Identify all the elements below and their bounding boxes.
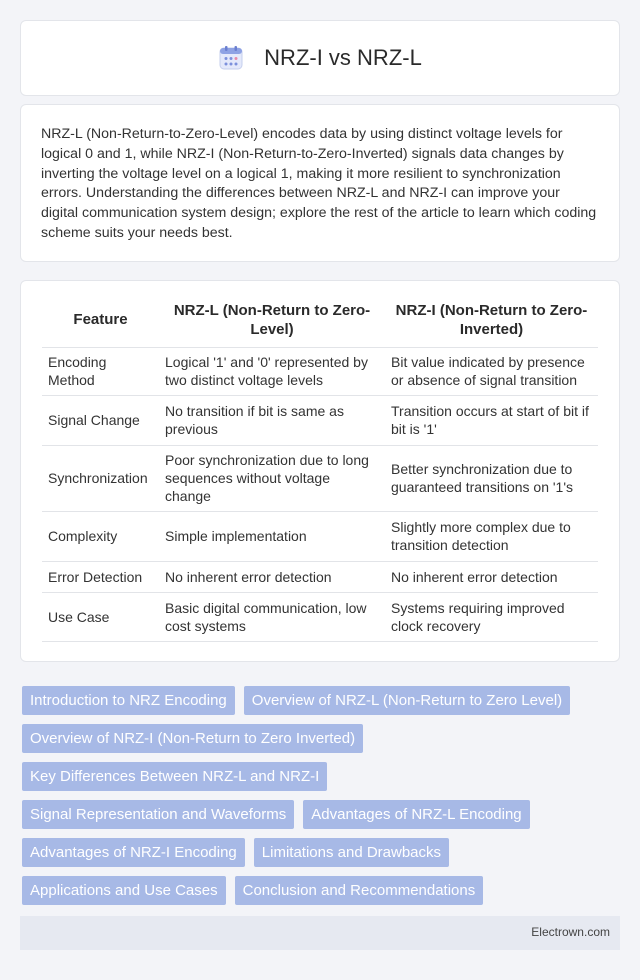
row-feature: Signal Change [42,395,159,445]
row-nrz-i: Bit value indicated by presence or absence of signal transition [385,347,598,395]
row-feature: Use Case [42,592,159,641]
row-feature: Complexity [42,511,159,561]
header-nrz-l: NRZ-L (Non-Return to Zero-Level) [159,299,385,347]
tag-advantages-nrz-l[interactable]: Advantages of NRZ-L Encoding [303,800,529,829]
tag-limitations[interactable]: Limitations and Drawbacks [254,838,449,867]
table-row [42,395,598,445]
table-row [42,347,598,395]
row-nrz-i: Transition occurs at start of bit if bit is '1' [385,395,598,445]
table-row [42,592,598,641]
comparison-table [42,299,598,642]
tag-row [22,686,622,715]
tag-row [22,762,622,791]
table-header-row [42,299,598,347]
comparison-table-card [20,280,620,662]
tag-row [22,800,622,829]
table-row [42,561,598,592]
row-nrz-i: Better synchronization due to guaranteed transitions on '1's [385,445,598,511]
tag-row [22,838,622,867]
row-nrz-l: Poor synchronization due to long sequences without voltage change [159,445,385,511]
footer-site-name[interactable]: Electrown.com [531,925,610,939]
topic-tags [22,686,622,914]
calendar-icon [218,45,244,71]
tag-applications[interactable]: Applications and Use Cases [22,876,226,905]
tag-row [22,724,622,753]
row-nrz-l: No transition if bit is same as previous [159,395,385,445]
intro-paragraph: NRZ-L (Non-Return-to-Zero-Level) encodes data by using distinct voltage levels for logical 0 and 1, while NRZ-I (Non-Return-to-Zero-Inverted) signals data changes by inverting the voltage level on a logical 1, making it more resilient to synchronization errors. Understanding the differences between NRZ-L and NRZ-I can improve your digital communication system design; explore the rest of the article to learn which coding scheme suits your needs best. [41,126,597,241]
row-feature: Synchronization [42,445,159,511]
row-nrz-l: Basic digital communication, low cost systems [159,592,385,641]
row-feature: Error Detection [42,561,159,592]
tag-conclusion[interactable]: Conclusion and Recommendations [235,876,484,905]
footer [20,916,620,950]
row-nrz-i: Systems requiring improved clock recovery [385,592,598,641]
row-feature: Encoding Method [42,347,159,395]
intro-card [20,104,620,262]
title-card [20,20,620,96]
row-nrz-i: Slightly more complex due to transition detection [385,511,598,561]
tag-intro-nrz[interactable]: Introduction to NRZ Encoding [22,686,235,715]
row-nrz-l: No inherent error detection [159,561,385,592]
tag-row [22,876,622,905]
row-nrz-l: Logical '1' and '0' represented by two distinct voltage levels [159,347,385,395]
table-row [42,445,598,511]
tag-overview-nrz-i[interactable]: Overview of NRZ-I (Non-Return to Zero Inverted) [22,724,363,753]
header-nrz-i: NRZ-I (Non-Return to Zero-Inverted) [385,299,598,347]
row-nrz-i: No inherent error detection [385,561,598,592]
tag-signal-representation[interactable]: Signal Representation and Waveforms [22,800,294,829]
tag-key-differences[interactable]: Key Differences Between NRZ-L and NRZ-I [22,762,327,791]
page-title: NRZ-I vs NRZ-L [264,45,422,70]
tag-advantages-nrz-i[interactable]: Advantages of NRZ-I Encoding [22,838,245,867]
header-feature: Feature [42,299,159,347]
table-row [42,511,598,561]
row-nrz-l: Simple implementation [159,511,385,561]
tag-overview-nrz-l[interactable]: Overview of NRZ-L (Non-Return to Zero Level) [244,686,570,715]
